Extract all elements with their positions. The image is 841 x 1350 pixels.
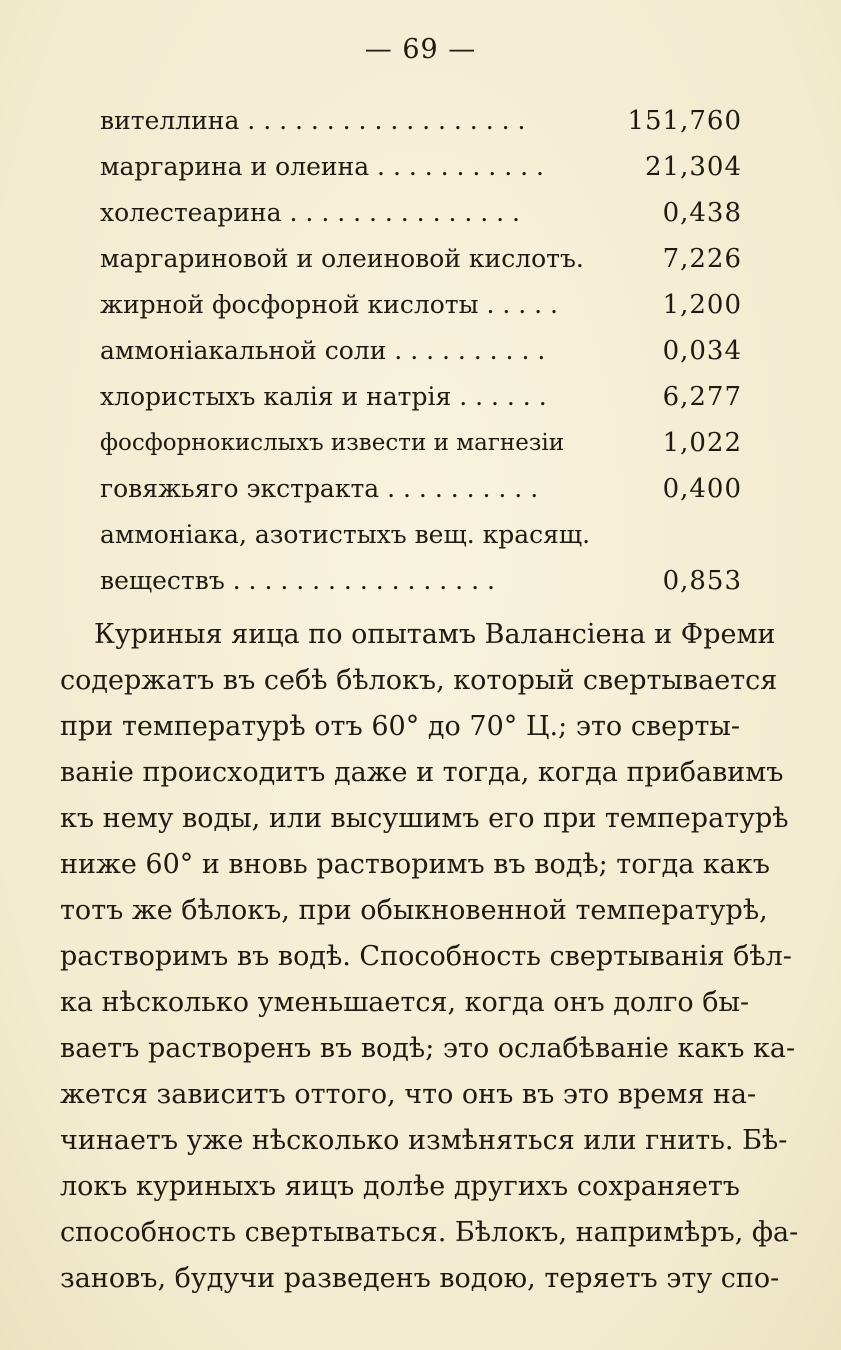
component-name: маргарина и олеина . . . . . . . . . . . [100,152,544,181]
page-number: — 69 — [364,34,477,65]
text-line: при температурѣ отъ 60° до 70° Ц.; это сверты- [60,711,740,742]
table-row [100,466,742,512]
component-name: аммоніака, азотистыхъ вещ. красящ. [100,520,591,549]
text-line: Куриныя яица по опытамъ Валансіена и Фреми [94,619,776,650]
table-row [100,190,742,236]
text-line: растворимъ въ водѣ. Способность свертыванія бѣл- [60,941,792,972]
text-line: ниже 60° и вновь растворимъ въ водѣ; тогда какъ [60,849,770,880]
component-value: 21,304 [645,152,742,182]
composition-table [100,98,742,604]
text-line: содержатъ въ себѣ бѣлокъ, который свертывается [60,665,778,696]
component-name: говяжьяго экстракта . . . . . . . . . . [100,474,539,503]
text-line: тотъ же бѣлокъ, при обыкновенной температурѣ, [60,895,768,926]
component-value: 151,760 [627,106,742,136]
component-value: 7,226 [662,244,742,274]
table-row [100,420,742,466]
text-line: ваетъ растворенъ въ водѣ; это ослабѣваніе какъ ка- [60,1033,796,1064]
table-row [100,282,742,328]
component-name: вителлина . . . . . . . . . . . . . . . . . . [100,106,526,135]
component-name: холестеарина . . . . . . . . . . . . . . . [100,198,520,227]
table-row [100,98,742,144]
table-row [100,512,742,558]
text-line: чинаетъ уже нѣсколько измѣняться или гнить. Бѣ- [60,1125,788,1156]
component-name: маргариновой и олеиновой кислотъ. [100,244,584,273]
table-row [100,236,742,282]
component-value: 0,438 [662,198,742,228]
component-value: 0,400 [662,474,742,504]
text-line: локъ куриныхъ яицъ долѣе другихъ сохраняетъ [60,1171,740,1202]
table-row [100,328,742,374]
text-line: ваніе происходитъ даже и тогда, когда прибавимъ [60,757,784,788]
component-name: хлористыхъ калія и натрія . . . . . . [100,382,547,411]
component-value: 1,200 [662,290,742,320]
table-row [100,558,742,604]
body-paragraph [60,612,799,1302]
component-name: жирной фосфорной кислоты . . . . . [100,290,558,319]
text-line: къ нему воды, или высушимъ его при температурѣ [60,803,789,834]
component-value: 1,022 [662,428,742,458]
component-name: фосфорнокислыхъ извести и магнезіи [100,430,565,456]
table-row [100,374,742,420]
component-value: 0,853 [662,566,742,596]
component-name: аммоніакальной соли . . . . . . . . . . [100,336,546,365]
table-row [100,144,742,190]
text-line: ка нѣсколько уменьшается, когда онъ долго бы- [60,987,750,1018]
text-line: способность свертываться. Бѣлокъ, напримѣръ, фа- [60,1217,799,1248]
component-name: веществъ . . . . . . . . . . . . . . . . . [100,566,495,595]
component-value: 0,034 [662,336,742,366]
text-line: жется зависитъ оттого, что онъ въ это время на- [60,1079,757,1110]
component-value: 6,277 [662,382,742,412]
text-line: зановъ, будучи разведенъ водою, теряетъ эту спо- [60,1263,780,1294]
